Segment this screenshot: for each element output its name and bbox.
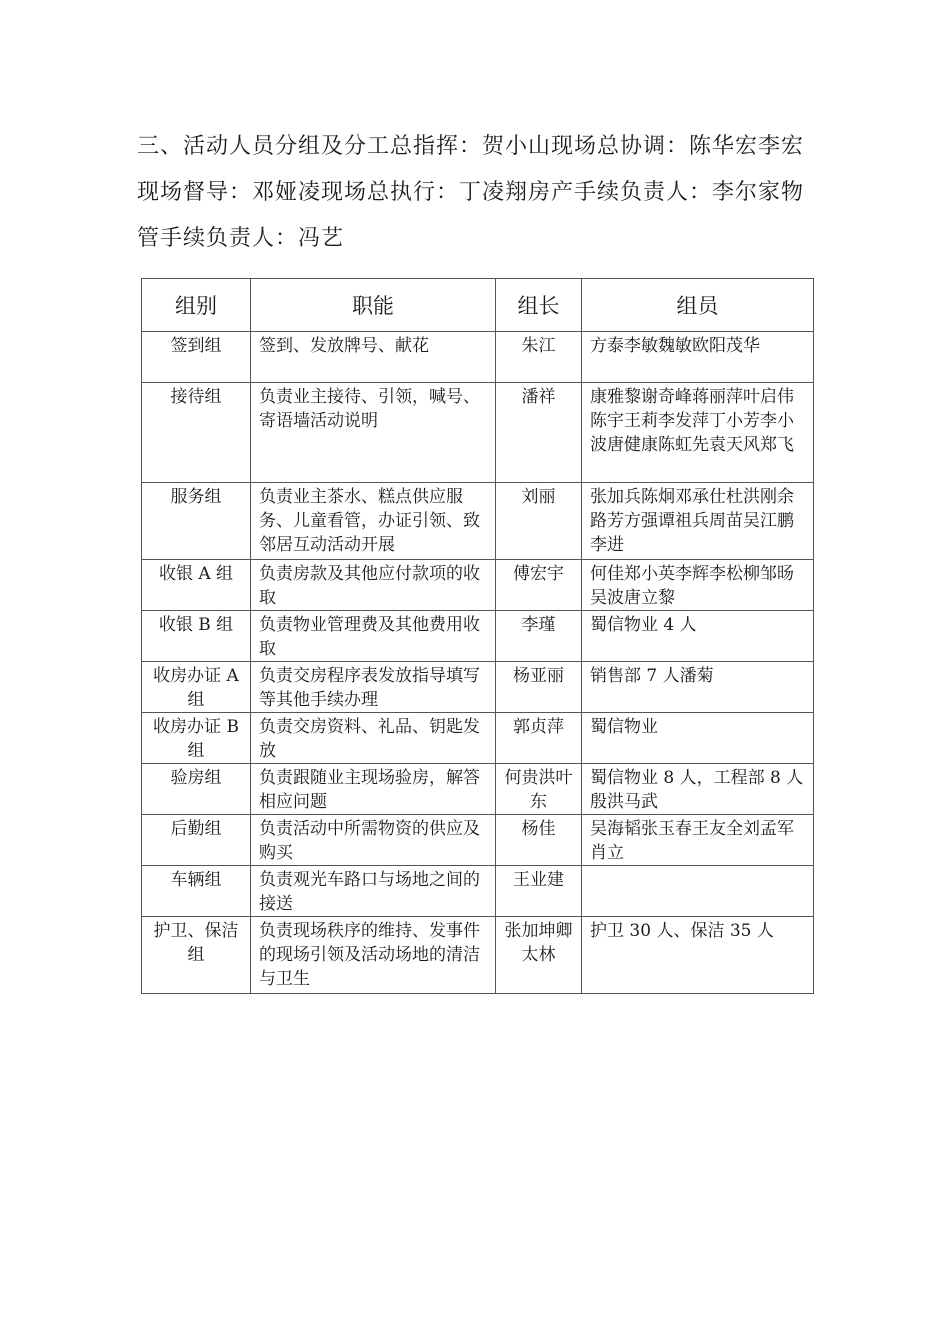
leader-cell: 朱江 — [496, 332, 582, 383]
leader-cell: 郭贞萍 — [496, 713, 582, 764]
header-duty: 职能 — [251, 279, 496, 332]
table-row — [142, 917, 814, 994]
table-row — [142, 611, 814, 662]
table-header-row — [142, 279, 814, 332]
group-cell: 验房组 — [142, 764, 251, 815]
table-row — [142, 815, 814, 866]
duty-cell: 签到、发放牌号、献花 — [251, 332, 496, 383]
leader-cell: 傅宏宇 — [496, 560, 582, 611]
group-cell: 服务组 — [142, 483, 251, 560]
leader-cell: 刘丽 — [496, 483, 582, 560]
leader-cell: 潘祥 — [496, 383, 582, 483]
group-cell: 收房办证 B 组 — [142, 713, 251, 764]
table-row — [142, 560, 814, 611]
leader-cell: 杨亚丽 — [496, 662, 582, 713]
group-cell: 后勤组 — [142, 815, 251, 866]
members-cell: 康雅黎谢奇峰蒋丽萍叶启伟陈宇王莉李发萍丁小芳李小波唐健康陈虹先袁天风郑飞 — [582, 383, 814, 483]
group-cell: 收银 B 组 — [142, 611, 251, 662]
table-row — [142, 483, 814, 560]
group-cell: 签到组 — [142, 332, 251, 383]
leader-cell: 李瑾 — [496, 611, 582, 662]
table-row — [142, 662, 814, 713]
duty-cell: 负责业主茶水、糕点供应服务、儿童看管，办证引领、致邻居互动活动开展 — [251, 483, 496, 560]
leader-cell: 王业建 — [496, 866, 582, 917]
members-cell: 蜀信物业 8 人，工程部 8 人殷洪马武 — [582, 764, 814, 815]
leader-cell: 杨佳 — [496, 815, 582, 866]
group-cell: 护卫、保洁组 — [142, 917, 251, 994]
duty-cell: 负责交房程序表发放指导填写等其他手续办理 — [251, 662, 496, 713]
group-cell: 收房办证 A 组 — [142, 662, 251, 713]
duty-cell: 负责交房资料、礼品、钥匙发放 — [251, 713, 496, 764]
duty-cell: 负责物业管理费及其他费用收取 — [251, 611, 496, 662]
duty-cell: 负责跟随业主现场验房，解答相应问题 — [251, 764, 496, 815]
table-row — [142, 332, 814, 383]
table-row — [142, 383, 814, 483]
duty-cell: 负责房款及其他应付款项的收取 — [251, 560, 496, 611]
duty-cell: 负责业主接待、引领，喊号、寄语墙活动说明 — [251, 383, 496, 483]
members-cell: 护卫 30 人、保洁 35 人 — [582, 917, 814, 994]
table-row — [142, 764, 814, 815]
leader-cell: 何贵洪叶东 — [496, 764, 582, 815]
header-members: 组员 — [582, 279, 814, 332]
members-cell: 蜀信物业 4 人 — [582, 611, 814, 662]
table-row — [142, 713, 814, 764]
members-cell: 何佳郑小英李辉李松柳邹旸吴波唐立黎 — [582, 560, 814, 611]
table-row — [142, 866, 814, 917]
header-group: 组别 — [142, 279, 251, 332]
duty-cell: 负责现场秩序的维持、发事件的现场引领及活动场地的清洁与卫生 — [251, 917, 496, 994]
group-cell: 收银 A 组 — [142, 560, 251, 611]
members-cell: 方泰李敏魏敏欧阳茂华 — [582, 332, 814, 383]
members-cell: 吴海韬张玉春王友全刘孟军肖立 — [582, 815, 814, 866]
leader-cell: 张加坤卿太林 — [496, 917, 582, 994]
duty-cell: 负责活动中所需物资的供应及购买 — [251, 815, 496, 866]
members-cell — [582, 866, 814, 917]
members-cell: 张加兵陈炯邓承仕杜洪刚余路芳方强谭祖兵周苗吴江鹏李进 — [582, 483, 814, 560]
group-cell: 车辆组 — [142, 866, 251, 917]
members-cell: 蜀信物业 — [582, 713, 814, 764]
group-assignment-table — [141, 278, 814, 994]
duty-cell: 负责观光车路口与场地之间的接送 — [251, 866, 496, 917]
intro-paragraph: 三、活动人员分组及分工总指挥：贺小山现场总协调：陈华宏李宏现场督导：邓娅凌现场总执行：丁凌翔房产手续负责人：李尔家物管手续负责人：冯艺 — [137, 134, 805, 251]
members-cell: 销售部 7 人潘菊 — [582, 662, 814, 713]
group-cell: 接待组 — [142, 383, 251, 483]
header-leader: 组长 — [496, 279, 582, 332]
